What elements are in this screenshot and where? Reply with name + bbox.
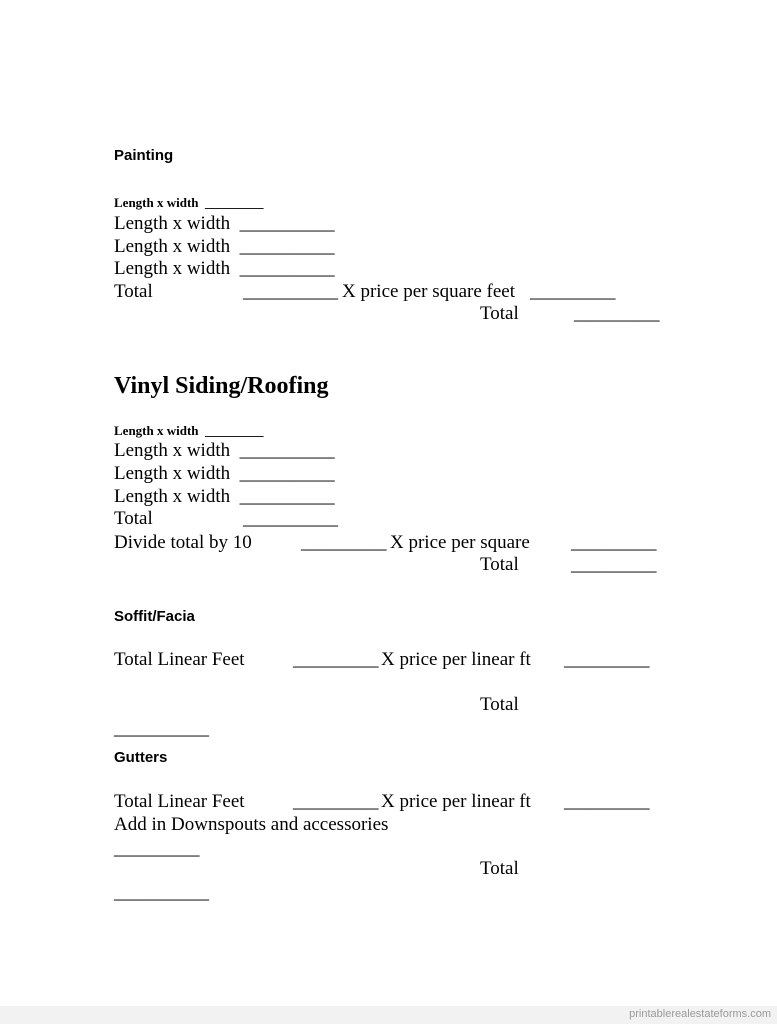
vinyl-row-2: Length x width __________ xyxy=(114,463,335,484)
painting-row-3: Length x width __________ xyxy=(114,258,335,279)
watermark: printablerealestateforms.com xyxy=(629,1008,771,1020)
vinyl-heading: Vinyl Siding/Roofing xyxy=(114,373,329,399)
painting-total-label: Total xyxy=(114,281,153,302)
vinyl-first-row: Length x width _________ xyxy=(114,423,264,438)
gutters-total-blank[interactable]: __________ xyxy=(114,882,209,903)
painting-row-2: Length x width __________ xyxy=(114,236,335,257)
gutters-price-label: X price per linear ft xyxy=(381,791,531,812)
painting-first-row: Length x width _________ xyxy=(114,195,264,210)
vinyl-price-blank[interactable]: _________ xyxy=(571,532,657,553)
soffit-linear-blank[interactable]: _________ xyxy=(293,649,379,670)
vinyl-total-blank[interactable]: __________ xyxy=(243,508,338,529)
gutters-downspouts-blank[interactable]: _________ xyxy=(114,838,200,859)
painting-price-blank[interactable]: _________ xyxy=(530,281,616,302)
soffit-total-label: Total xyxy=(480,694,519,715)
painting-row-1: Length x width __________ xyxy=(114,213,335,234)
vinyl-grand-total-blank[interactable]: _________ xyxy=(571,554,657,575)
vinyl-divide-blank[interactable]: _________ xyxy=(301,532,387,553)
gutters-linear-label: Total Linear Feet xyxy=(114,791,245,812)
vinyl-price-label: X price per square xyxy=(390,532,530,553)
gutters-price-blank[interactable]: _________ xyxy=(564,791,650,812)
painting-heading: Painting xyxy=(114,147,174,164)
gutters-total-label: Total xyxy=(480,858,519,879)
gutters-downspouts-label: Add in Downspouts and accessories xyxy=(114,814,389,835)
painting-grand-total-label: Total xyxy=(480,303,519,324)
vinyl-divide-label: Divide total by 10 xyxy=(114,532,252,553)
vinyl-row-3: Length x width __________ xyxy=(114,486,335,507)
soffit-heading: Soffit/Facia xyxy=(114,608,195,625)
soffit-price-blank[interactable]: _________ xyxy=(564,649,650,670)
gutters-heading: Gutters xyxy=(114,749,168,766)
soffit-price-label: X price per linear ft xyxy=(381,649,531,670)
gutters-linear-blank[interactable]: _________ xyxy=(293,791,379,812)
painting-price-label: X price per square feet xyxy=(342,281,516,302)
vinyl-grand-total-label: Total xyxy=(480,554,519,575)
vinyl-row-1: Length x width __________ xyxy=(114,440,335,461)
vinyl-total-label: Total xyxy=(114,508,153,529)
soffit-total-blank[interactable]: __________ xyxy=(114,718,209,739)
soffit-linear-label: Total Linear Feet xyxy=(114,649,245,670)
painting-total-blank[interactable]: __________ xyxy=(243,281,338,302)
painting-grand-total-blank[interactable]: _________ xyxy=(574,303,660,324)
